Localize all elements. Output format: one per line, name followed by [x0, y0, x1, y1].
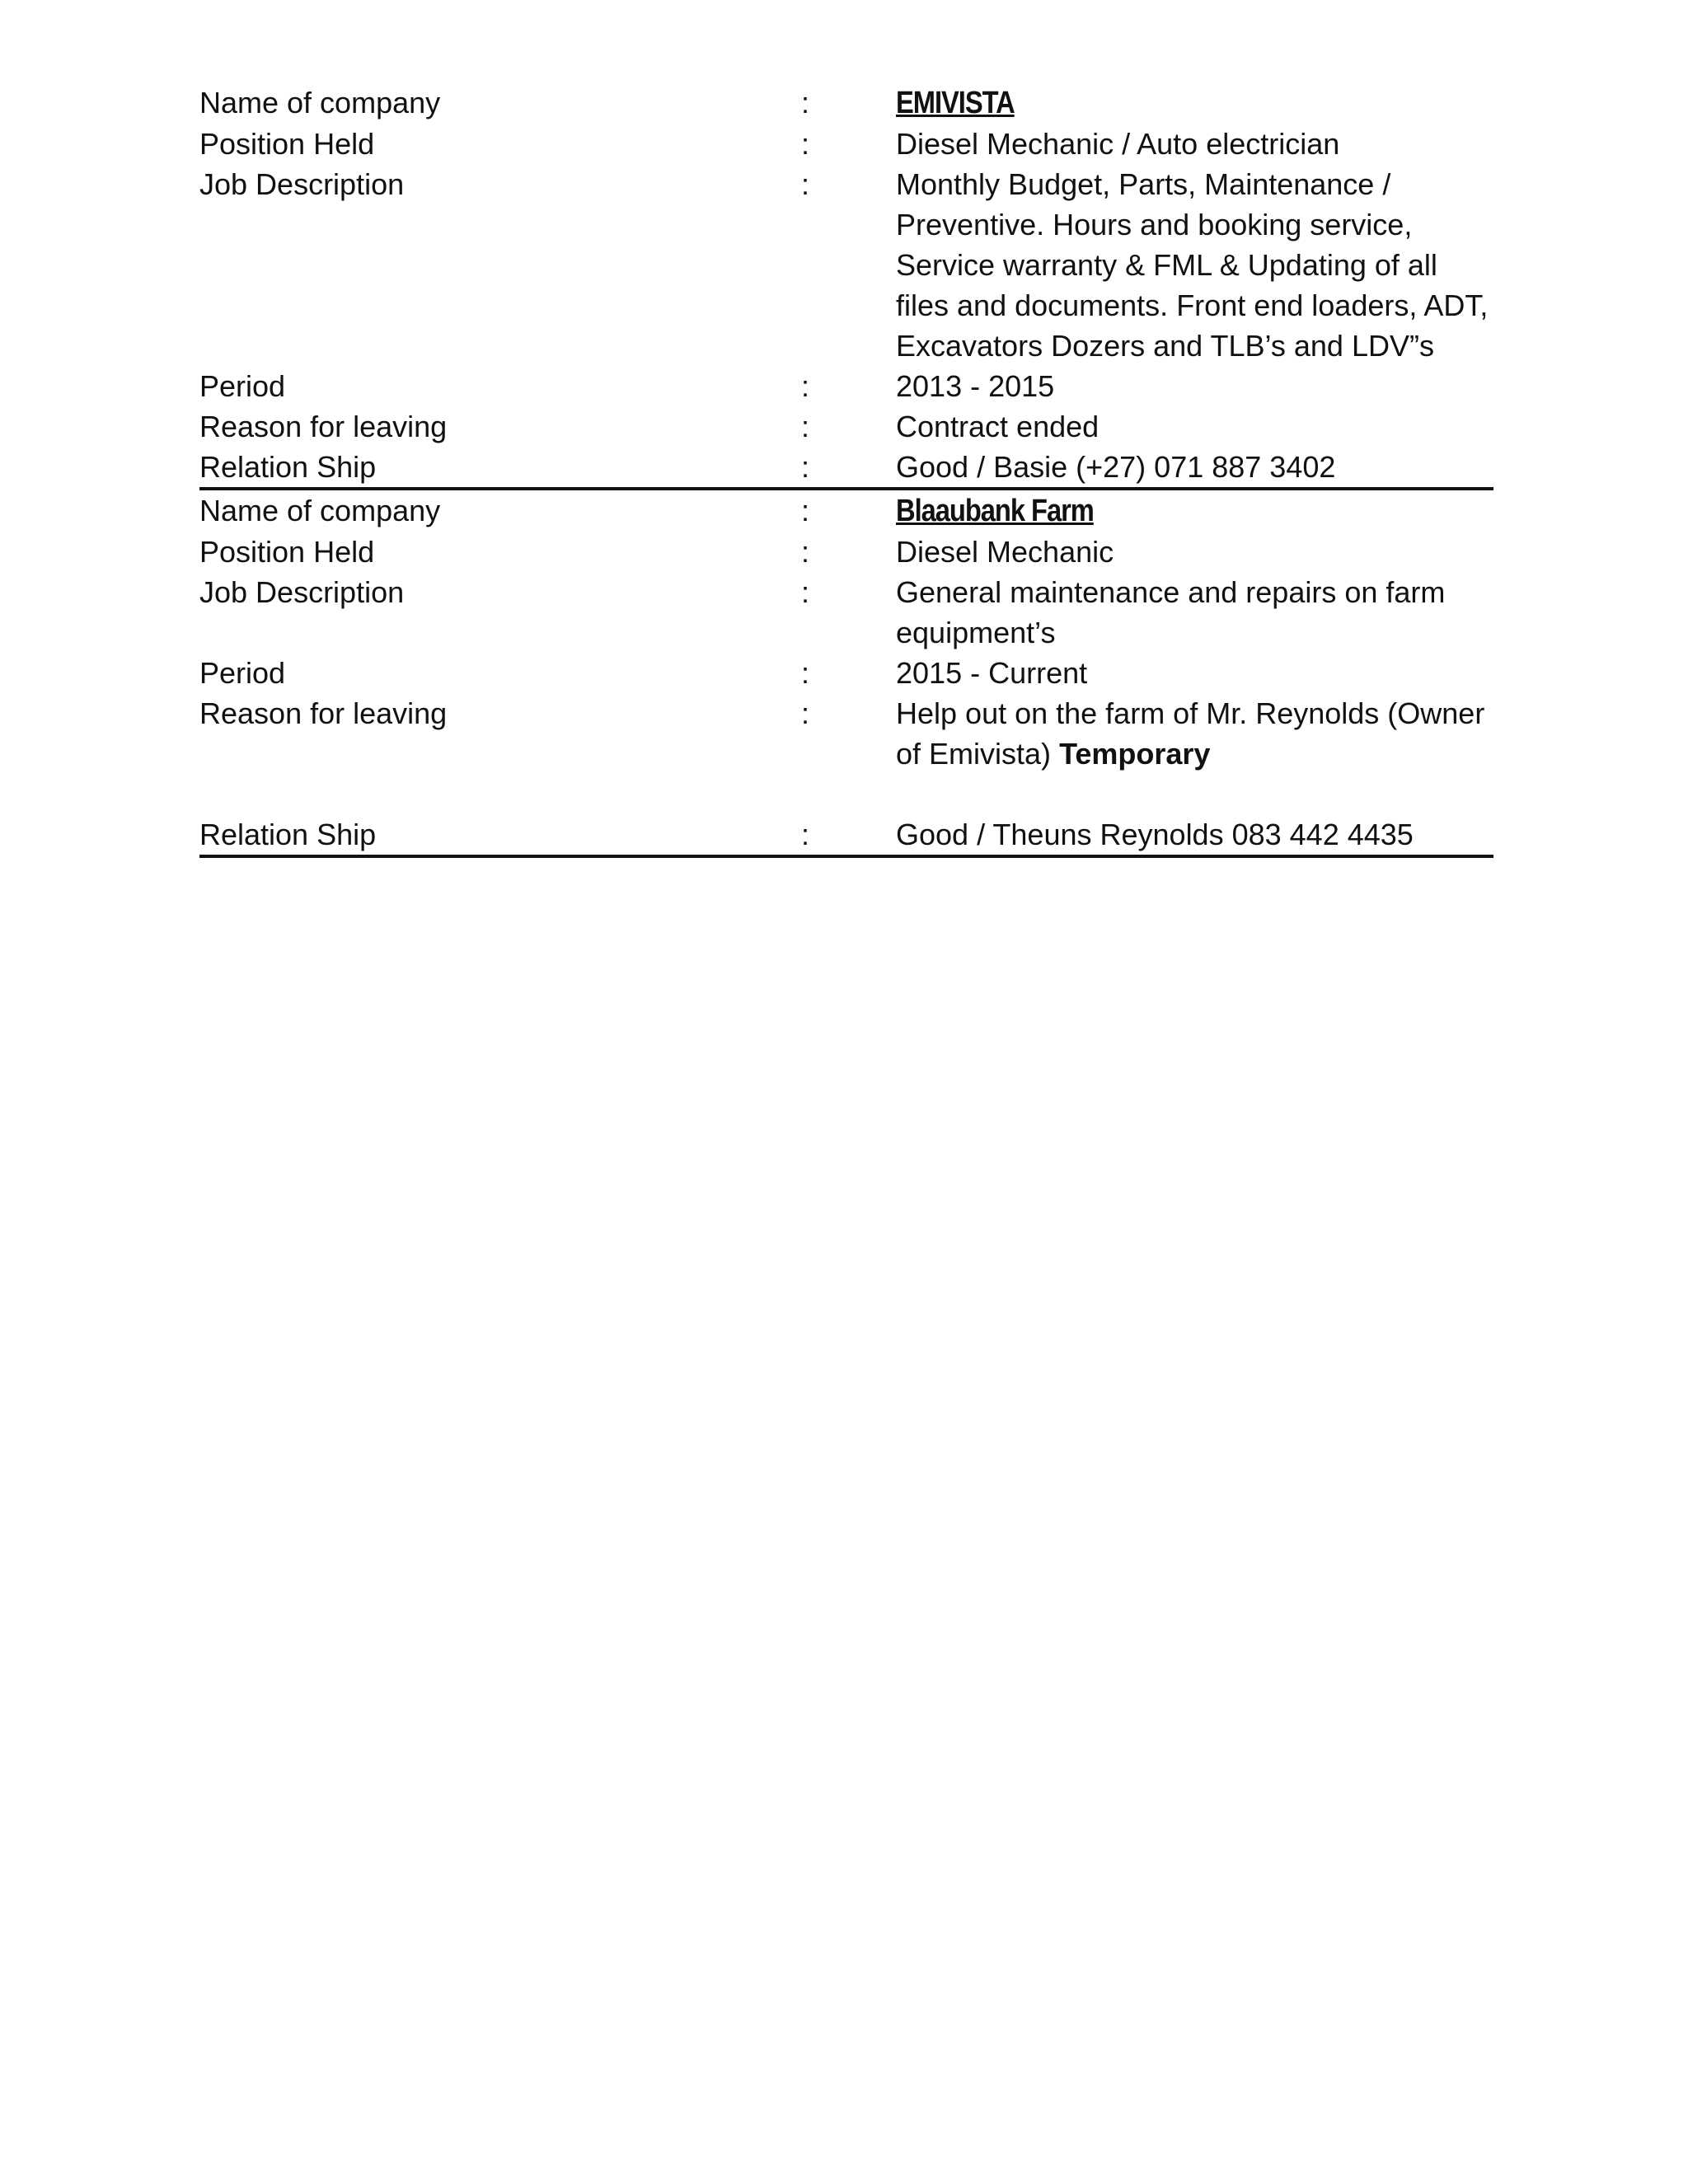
relation-label: Relation Ship [199, 450, 377, 484]
separator: : [801, 86, 810, 120]
separator: : [801, 167, 810, 201]
separator: : [801, 818, 810, 851]
relation-row [199, 814, 1493, 855]
position-label: Position Held [199, 535, 375, 569]
reason-value [896, 693, 1493, 814]
position-value: Diesel Mechanic / Auto electrician [896, 127, 1340, 161]
separator: : [801, 535, 810, 569]
position-value: Diesel Mechanic [896, 535, 1114, 569]
job-description-value: Monthly Budget, Parts, Maintenance / Preventive. Hours and booking service, Service warranty & FML & Updating of all files and documents. Front end loaders, ADT, Excavators Dozers and TLB’s and LDV”s [896, 167, 1489, 363]
employment-entry-emivista [199, 82, 1493, 490]
blank-line [896, 774, 1493, 814]
relation-value: Good / Theuns Reynolds 083 442 4435 [896, 818, 1414, 851]
job-description-row [199, 572, 1493, 653]
period-label: Period [199, 656, 286, 690]
period-label: Period [199, 369, 286, 403]
separator: : [801, 450, 810, 484]
company-name: EMIVISTA [896, 86, 1015, 120]
separator: : [801, 369, 810, 403]
reason-text: Help out on the farm of Mr. Reynolds (Owner of Emivista) [896, 696, 1485, 771]
employment-history [199, 82, 1493, 858]
company-label: Name of company [199, 86, 441, 120]
company-name: Blaaubank Farm [896, 494, 1094, 528]
period-row [199, 653, 1493, 693]
period-value: 2013 - 2015 [896, 369, 1055, 403]
separator: : [801, 494, 810, 527]
reason-row [199, 693, 1493, 814]
reason-label: Reason for leaving [199, 410, 448, 443]
period-row [199, 366, 1493, 406]
relation-row [199, 447, 1493, 487]
company-row [199, 490, 1493, 532]
job-description-label: Job Description [199, 167, 405, 201]
job-description-value: General maintenance and repairs on farm equipment’s [896, 575, 1446, 649]
reason-emphasis: Temporary [1059, 737, 1211, 771]
job-description-row [199, 164, 1493, 366]
relation-value: Good / Basie (+27) 071 887 3402 [896, 450, 1336, 484]
relation-label: Relation Ship [199, 818, 377, 851]
separator: : [801, 696, 810, 730]
reason-label: Reason for leaving [199, 696, 448, 730]
separator: : [801, 575, 810, 609]
position-row [199, 532, 1493, 572]
separator: : [801, 127, 810, 161]
position-row [199, 124, 1493, 164]
company-row [199, 82, 1493, 124]
company-label: Name of company [199, 494, 441, 527]
separator: : [801, 656, 810, 690]
position-label: Position Held [199, 127, 375, 161]
reason-value: Contract ended [896, 410, 1100, 443]
job-description-label: Job Description [199, 575, 405, 609]
employment-entry-blaaubank [199, 490, 1493, 858]
separator: : [801, 410, 810, 443]
period-value: 2015 - Current [896, 656, 1088, 690]
reason-row [199, 406, 1493, 447]
